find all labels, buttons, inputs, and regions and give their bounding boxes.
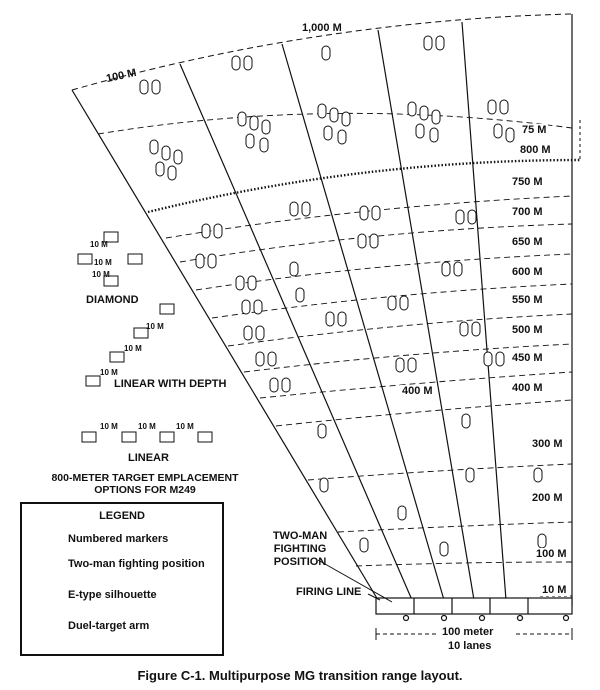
dist-10m: 10 M [542, 584, 567, 596]
dist-600m: 600 M [512, 266, 543, 278]
firing-line-box [376, 598, 572, 614]
depth-spacing-3: 10 M [100, 368, 118, 377]
linear-spacing-3: 10 M [176, 422, 194, 431]
legend-item-duel-target: Duel-target arm [68, 620, 150, 632]
dist-400m: 400 M [512, 382, 543, 394]
diamond-spacing-3: 10 M [92, 270, 110, 279]
cluster-mid [196, 202, 504, 392]
mid-400m-label: 400 M [402, 385, 433, 397]
firing-line-callout: FIRING LINE [296, 586, 362, 598]
dist-450m: 450 M [512, 352, 543, 364]
linear-label: LINEAR [128, 452, 169, 464]
cluster-lane1-far [140, 80, 182, 180]
legend-item-silhouette: E-type silhouette [68, 589, 157, 601]
diamond-spacing-1: 10 M [90, 240, 108, 249]
lane-line-5 [462, 22, 506, 600]
two-man-callout: TWO-MAN FIGHTING POSITION [272, 530, 328, 568]
dist-800m: 800 M [520, 144, 551, 156]
width-100m-label: 100 M [105, 66, 138, 86]
diamond-label: DIAMOND [86, 294, 139, 306]
figure-caption: Figure C-1. Multipurpose MG transition range layout. [137, 668, 463, 683]
distance-1000m-label: 1,000 M [302, 22, 342, 34]
depth-spacing-2: 10 M [124, 344, 142, 353]
distance-arcs [98, 113, 572, 566]
dist-700m: 700 M [512, 206, 543, 218]
legend-title: LEGEND [99, 510, 145, 522]
arc-200 [338, 522, 572, 532]
dist-500m: 500 M [512, 324, 543, 336]
legend [20, 502, 224, 656]
right-ticks [540, 120, 580, 596]
legend-item-fighting-position: Two-man fighting position [68, 558, 205, 570]
dist-550m: 550 M [512, 294, 543, 306]
bottom-lanes-label: 10 lanes [448, 640, 492, 652]
arc-400 [276, 400, 572, 426]
diamond-spacing-2: 10 M [94, 258, 112, 267]
linear-spacing-1: 10 M [100, 422, 118, 431]
dist-100m: 100 M [536, 548, 567, 560]
dist-750m: 750 M [512, 176, 543, 188]
arc-300 [308, 464, 572, 480]
dist-650m: 650 M [512, 236, 543, 248]
dist-75m: 75 M [522, 124, 547, 136]
options-title: 800-METER TARGET EMPLACEMENT OPTIONS FOR M249 [51, 472, 239, 496]
cluster-lane4-far [408, 36, 444, 142]
firing-positions [376, 598, 572, 621]
dist-300m: 300 M [532, 438, 563, 450]
linear-spacing-2: 10 M [138, 422, 156, 431]
bottom-width-label: 100 meter [442, 626, 494, 638]
arc-100 [356, 562, 572, 566]
cluster-lane3-far [318, 46, 350, 144]
legend-item-numbered-markers: Numbered markers [68, 533, 169, 545]
depth-spacing-1: 10 M [146, 322, 164, 331]
cluster-near [318, 414, 546, 556]
linear-depth-label: LINEAR WITH DEPTH [114, 378, 227, 390]
dist-200m: 200 M [532, 492, 563, 504]
cluster-lane2-far [232, 56, 270, 152]
